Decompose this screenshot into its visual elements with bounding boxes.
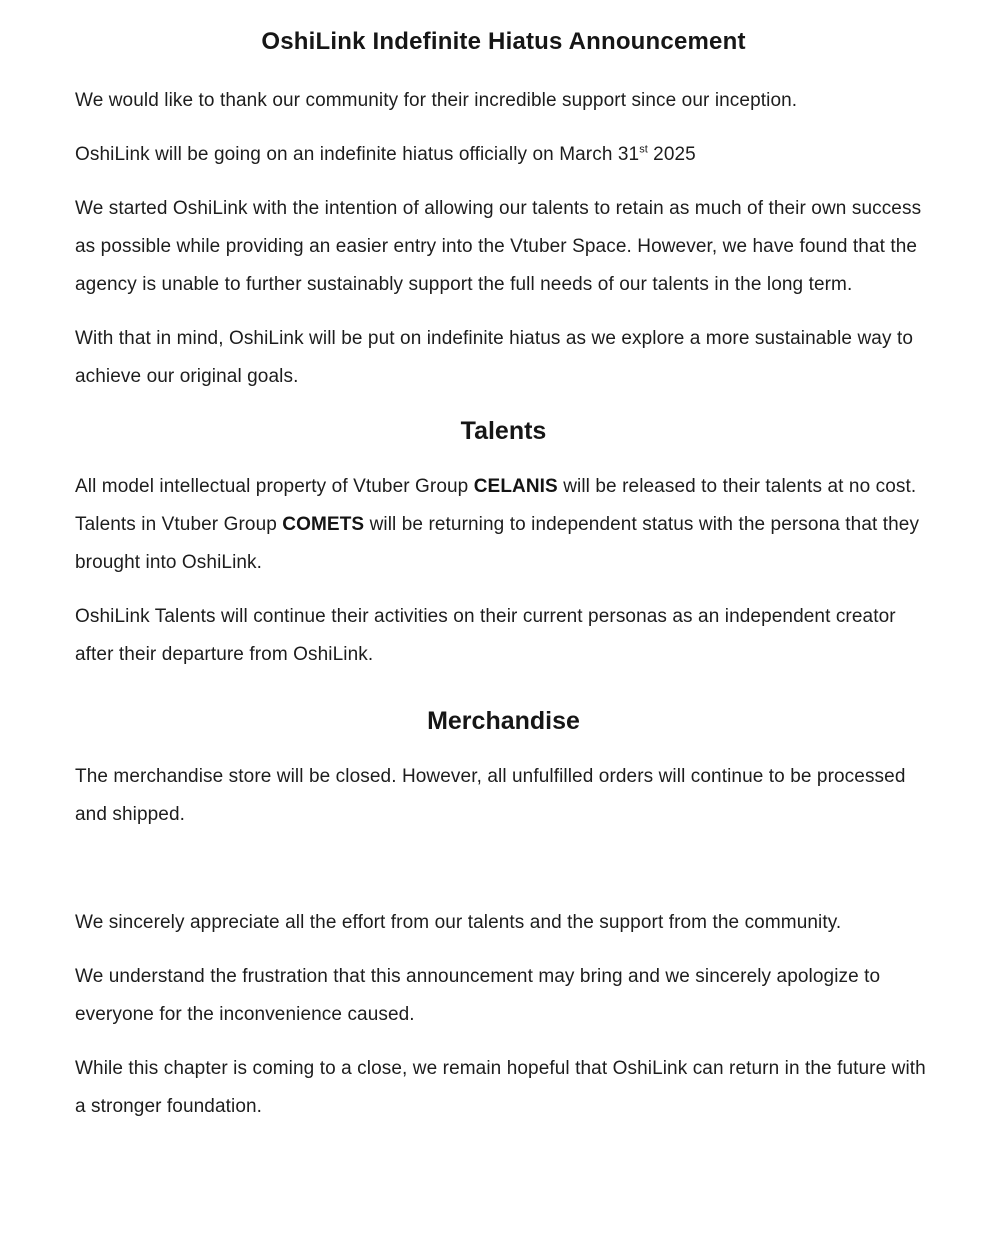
paragraph-intention: We started OshiLink with the intention of allowing our talents to retain as much of their own success as possible while providing an easier entry into the Vtuber Space. However, we have found that the agency is unable to further sustainably support the full needs of our talents in the long term.	[75, 198, 922, 295]
talents-ip-text-2: will be released to their talents at no cost. Talents in Vtuber Group	[75, 476, 917, 535]
group-name-comets: COMETS	[282, 514, 365, 535]
group-name-celanis: CELANIS	[473, 476, 558, 497]
paragraph-intro-thanks: We would like to thank our community for their incredible support since our inception.	[75, 90, 798, 111]
paragraph-hiatus-date	[75, 136, 932, 174]
section-heading-talents: Talents	[460, 417, 547, 445]
document-title: OshiLink Indefinite Hiatus Announcement	[261, 28, 746, 55]
blank-line-spacer	[75, 850, 932, 888]
talents-ip-text-3: will be returning to independent status with the persona that they brought into OshiLink.	[75, 514, 920, 573]
paragraph-closing-apology: We understand the frustration that this announcement may bring and we sincerely apologize to everyone for the inconvenience caused.	[75, 966, 881, 1025]
paragraph-with-that-in-mind: With that in mind, OshiLink will be put on indefinite hiatus as we explore a more sustainable way to achieve our original goals.	[75, 328, 913, 387]
paragraph-merchandise-store: The merchandise store will be closed. However, all unfulfilled orders will continue to be processed and shipped.	[75, 766, 906, 825]
hiatus-date-year: 2025	[647, 144, 696, 165]
hiatus-date-text: OshiLink will be going on an indefinite hiatus officially on March 31	[75, 144, 640, 165]
date-ordinal-superscript: st	[639, 143, 648, 156]
section-heading-merchandise: Merchandise	[427, 707, 580, 735]
paragraph-talents-ip	[75, 468, 932, 582]
paragraph-closing-appreciation: We sincerely appreciate all the effort from our talents and the support from the community.	[75, 912, 842, 933]
paragraph-closing-hopeful: While this chapter is coming to a close, we remain hopeful that OshiLink can return in the future with a stronger foundation.	[75, 1058, 926, 1117]
talents-ip-text-1: All model intellectual property of Vtuber Group	[75, 476, 474, 497]
paragraph-talents-continue: OshiLink Talents will continue their activities on their current personas as an independent creator after their departure from OshiLink.	[75, 606, 896, 665]
